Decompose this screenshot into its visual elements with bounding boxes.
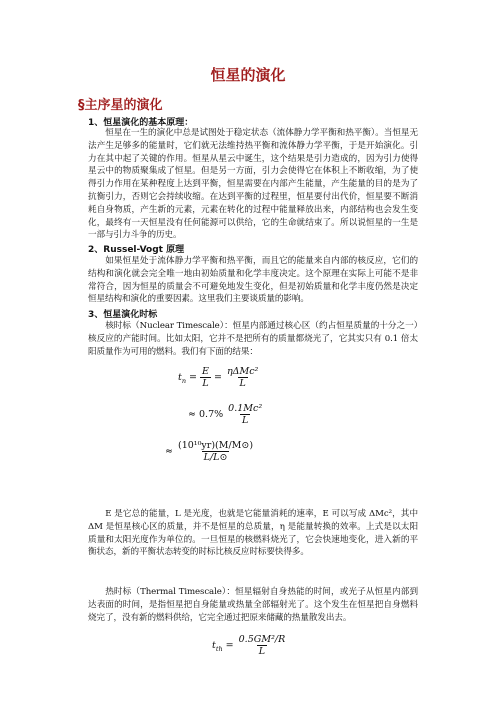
eq-fraction-mass-energy bbox=[226, 403, 264, 426]
eq-subscript-th: th bbox=[215, 644, 223, 653]
page-title: 恒星的演化 bbox=[210, 66, 286, 84]
equation-thermal: $t_{th}$ = $\frac{\text{0.5GM²/R}}{L}$ bbox=[212, 634, 286, 657]
section-heading: §主序星的演化 bbox=[78, 98, 163, 113]
paragraph-nuclear-explanation: E 是它总的能量，L 是光度，也就是它能量消耗的速率，E 可以写成 ΔMc²，其中 ΔM 是恒星核心区的质量，并不是恒星的总质量，η 是能量转换的效率。上式是以太阳质量和太阳光度作为单位的。一旦恒星的核燃料烧光了，它会快速地变化，进入新的平衡状态，新的平衡状态转变的时标比核反应时标要快得多。 bbox=[88, 509, 418, 558]
eq-fraction-e-over-l bbox=[200, 366, 211, 389]
paragraph-nuclear-timescale: 核时标（Nuclear Timescale）：恒星内部通过核心区（约占恒星质量的十分之一）核反应的产能时间。比如太阳，它并不是把所有的质量都烧光了，它其实只有 0.1 倍太阳质量作为可用的燃料。我们有下面的结果： bbox=[88, 321, 418, 357]
eq-denominator: L/L⊙ bbox=[203, 452, 228, 463]
eq-denominator: L bbox=[202, 378, 209, 389]
eq-fraction-energy-over-l bbox=[225, 366, 260, 389]
heading-basic-principle: 1、恒星演化的基本原理： bbox=[88, 118, 194, 128]
eq-numerator: ηΔMc² bbox=[226, 366, 259, 377]
approx-symbol: ≈ bbox=[165, 446, 173, 457]
paragraph-thermal-timescale: 热时标（Thermal Timescale）：恒星辐射自身热能的时间，或光子从恒星内部到达表面的时间，是指恒星把自身能量或热量全部辐射光了。这个发生在恒星把自身燃料烧完了，没有新的燃料供给，它完全通过把原来储藏的热量散发出去。 bbox=[88, 587, 418, 623]
eq-denominator: L bbox=[239, 378, 246, 389]
approx-symbol: ≈ bbox=[188, 409, 196, 420]
paragraph-russel-vogt: 如果恒星处于流体静力学平衡和热平衡，而且它的能量来自内部的核反应，它们的结构和演化就会完全唯一地由初始质量和化学丰度决定。这个原理在实际上可能不是非常符合，因为恒星的质量会不可避免地发生变化，但是初始质量和化学丰度仍然是决定恒星结构和演化的重要因素。这里我们主要谈质量的影响。 bbox=[88, 256, 418, 305]
paragraph-basic-principle: 恒星在一生的演化中总是试图处于稳定状态（流体静力学平衡和热平衡）。当恒星无法产生足够多的能量时，它们就无法维持热平衡和流体静力学平衡，于是开始演化。引力在其中起了关键的作用。恒星从星云中诞生，这个结果是引力造成的，因为引力使得星云中的物质聚集成了恒星。但是另一方面，引力会使得它在体积上不断收缩，为了使得引力作用在某种程度上达到平衡，恒星需要在内部产生能量，产生能量的目的是为了抗衡引力，否则它会持续收缩。在达到平衡的过程里，恒星要付出代价，恒星要不断消耗自身物质，产生新的元素，元素在转化的过程中能量释放出来，内部结构也会发生变化，最终有一天恒星没有任何能源可以供给，它的生命就结束了。所以说恒星的一生是一部与引力斗争的历史。 bbox=[88, 128, 418, 241]
eq-symbol-t: t bbox=[212, 640, 216, 651]
eq-numerator: E bbox=[202, 366, 209, 377]
eq-numerator: 0.1Mc² bbox=[228, 403, 263, 414]
heading-russel-vogt: 2、Russel-Vogt 原理 bbox=[88, 245, 185, 255]
heading-timescales: 3、恒星演化时标 bbox=[88, 310, 158, 320]
equation-nuclear-3 bbox=[165, 440, 255, 463]
eq-numerator: (10¹⁰yr)(M/M⊙) bbox=[178, 440, 254, 451]
equation-nuclear-2 bbox=[188, 403, 264, 426]
eq-fraction-gravitational-energy bbox=[237, 634, 288, 657]
equation-nuclear-1: $t_n$ = $\frac{E}{L}$ = $\frac{\text{ηΔMc²}}{L}$ bbox=[178, 366, 259, 389]
eq-subscript-n: n bbox=[181, 376, 187, 385]
eq-denominator: L bbox=[258, 646, 266, 657]
eq-numerator: 0.5GM²/R bbox=[238, 634, 286, 645]
eq-denominator: L bbox=[242, 415, 249, 426]
eq-symbol-t: t bbox=[178, 372, 182, 383]
eq-percentage: 0.7% bbox=[199, 409, 224, 420]
eq-fraction-solar-units bbox=[176, 440, 255, 463]
